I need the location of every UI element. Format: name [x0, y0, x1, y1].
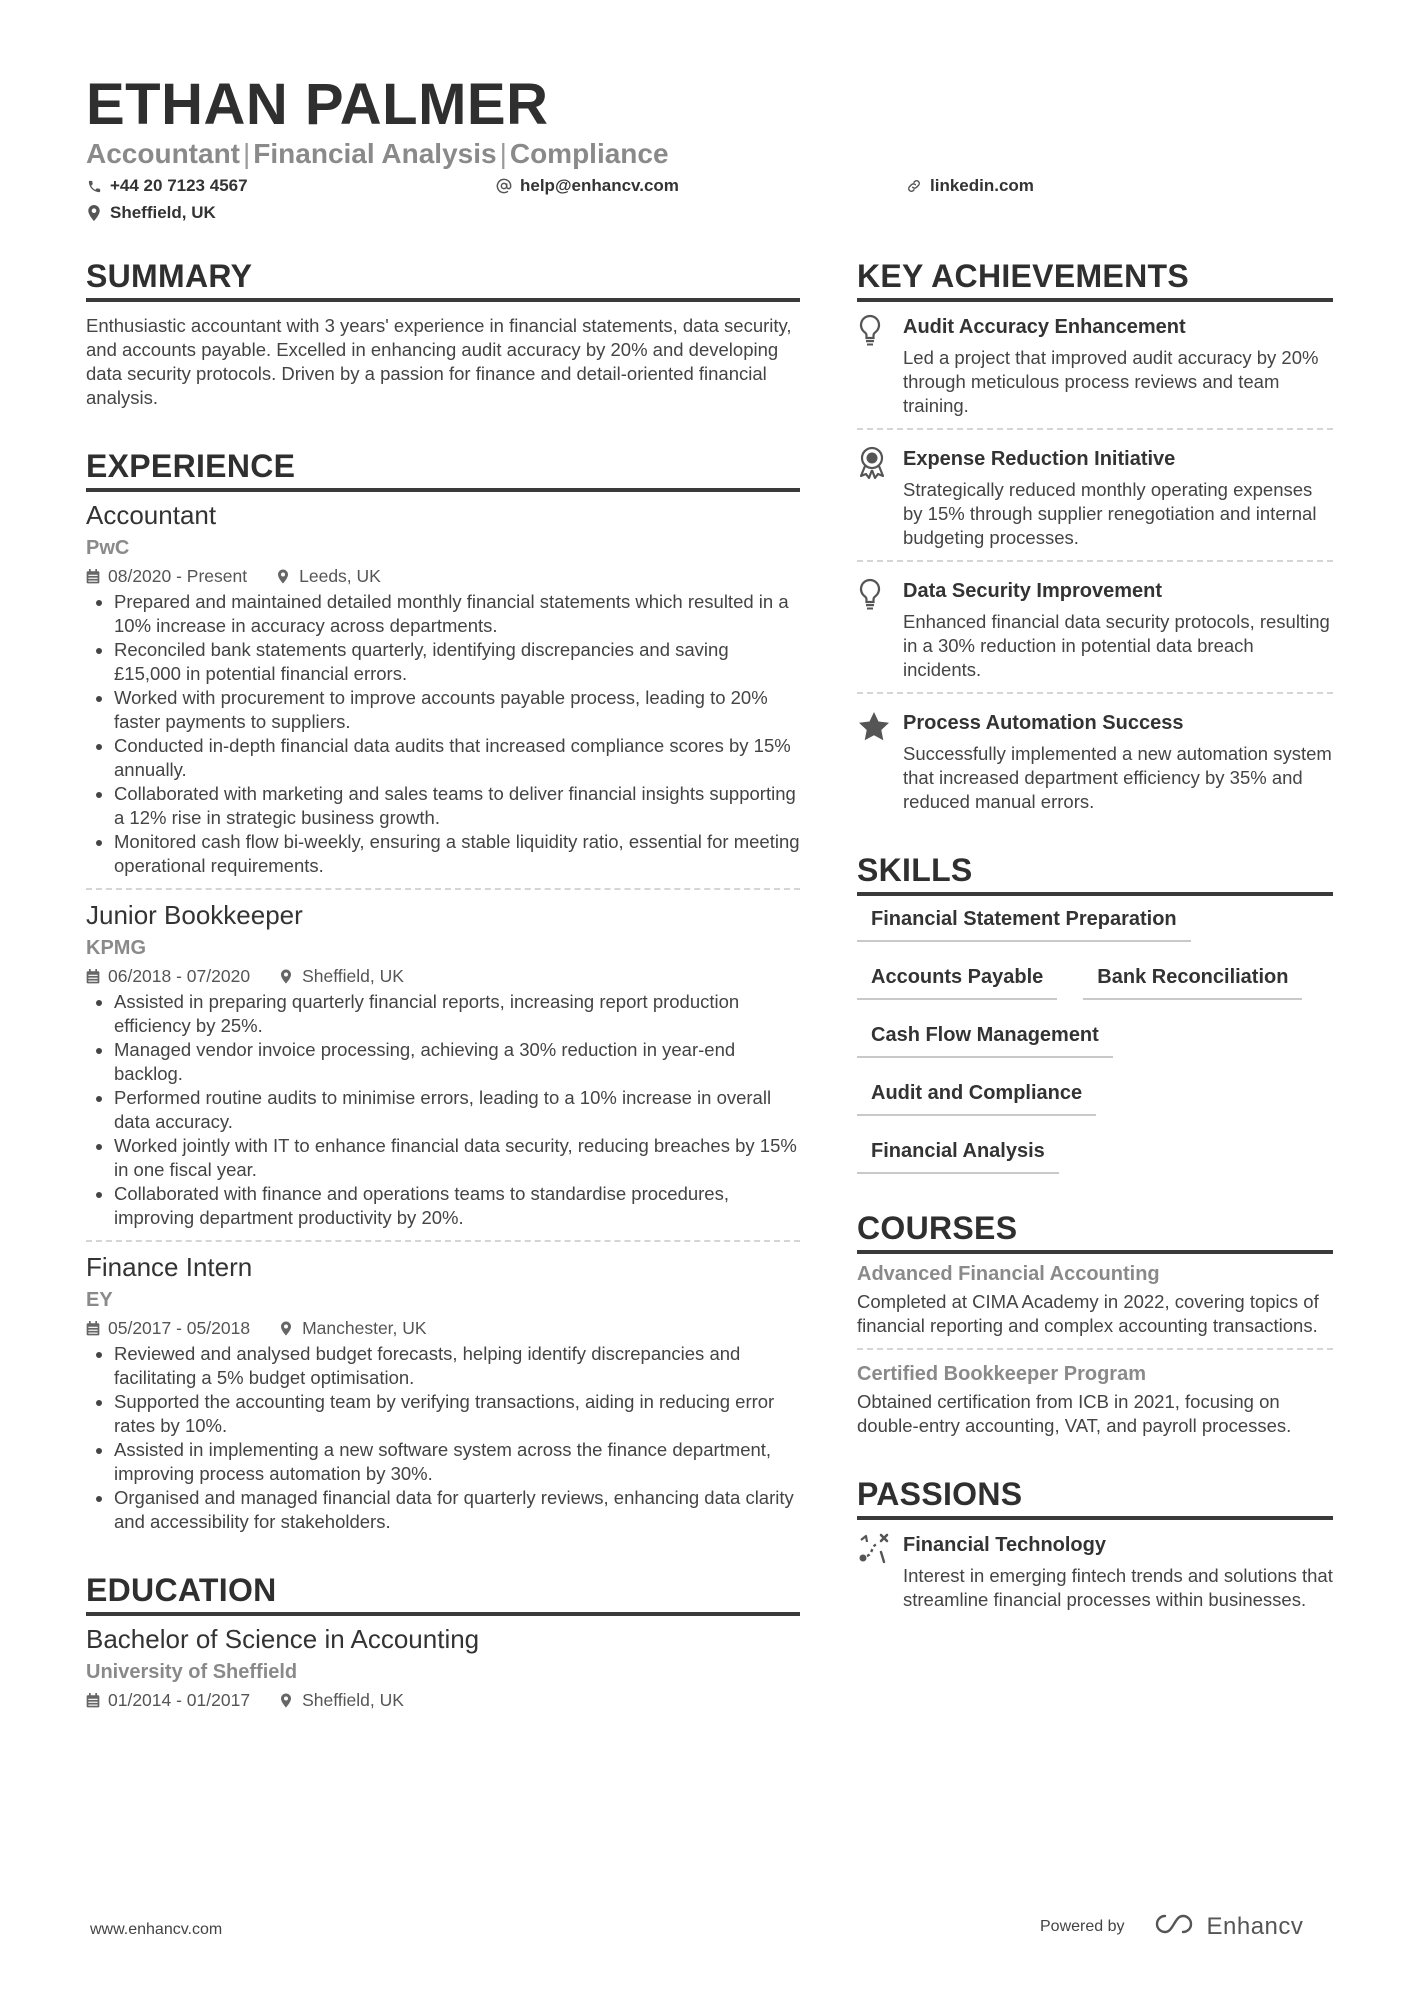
- section-rule: [86, 298, 800, 302]
- phone-text: +44 20 7123 4567: [110, 176, 248, 195]
- job-entry: [86, 1250, 800, 1534]
- footer-branding[interactable]: [1040, 1912, 1303, 1941]
- powered-by-label: Powered by: [1040, 1917, 1125, 1935]
- job-title: Accountant: [86, 500, 217, 530]
- company-name: KPMG: [86, 937, 146, 959]
- job-dates: 05/2017 - 05/2018: [108, 1318, 251, 1338]
- skills-list: [857, 906, 1333, 1196]
- achievement-text: Led a project that improved audit accuracy by 20% through meticulous process reviews and team training.: [903, 347, 1319, 416]
- contact-phone[interactable]: [86, 175, 248, 197]
- section-heading: SUMMARY: [86, 258, 253, 294]
- job-title: Finance Intern: [86, 1252, 253, 1282]
- entry-divider: [857, 1348, 1333, 1350]
- bullet-item: Assisted in implementing a new software system across the finance department, improving process automation by 30%.: [86, 1438, 800, 1486]
- candidate-title: [86, 136, 669, 172]
- entry-divider: [857, 428, 1333, 430]
- school-name: University of Sheffield: [86, 1661, 298, 1683]
- entry-divider: [857, 692, 1333, 694]
- title-separator: |: [243, 138, 251, 169]
- job-dates: 06/2018 - 07/2020: [108, 966, 251, 986]
- location-pin-icon: [86, 205, 102, 221]
- bullet-item: Assisted in preparing quarterly financial reports, increasing report production efficiency by 25%.: [86, 990, 800, 1038]
- job-location: Sheffield, UK: [302, 966, 404, 986]
- job-dates: 08/2020 - Present: [108, 566, 248, 586]
- degree-title: Bachelor of Science in Accounting: [86, 1624, 480, 1654]
- summary-section: [86, 256, 800, 410]
- section-rule: [857, 1250, 1333, 1254]
- location-pin-icon: [280, 968, 294, 984]
- section-rule: [857, 1516, 1333, 1520]
- section-heading: SKILLS: [857, 852, 973, 888]
- course-title: Advanced Financial Accounting: [857, 1263, 1160, 1285]
- achievement-title: Audit Accuracy Enhancement: [903, 316, 1186, 338]
- passions-section: [857, 1474, 1333, 1612]
- skill-tag: Cash Flow Management: [857, 1022, 1113, 1058]
- bullet-item: Performed routine audits to minimise errors, leading to a 10% increase in overall data accuracy.: [86, 1086, 800, 1134]
- lightbulb-icon: [857, 312, 903, 418]
- brand-name: Enhancv: [1206, 1912, 1304, 1940]
- bullet-item: Managed vendor invoice processing, achieving a 30% reduction in year-end backlog.: [86, 1038, 800, 1086]
- entry-divider: [857, 560, 1333, 562]
- location-pin-icon: [280, 1692, 294, 1708]
- course-text: Obtained certification from ICB in 2021, focusing on double-entry accounting, VAT, and payroll processes.: [857, 1391, 1292, 1436]
- title-part: Accountant: [86, 138, 240, 169]
- linkedin-text: linkedin.com: [930, 176, 1034, 195]
- achievement-text: Strategically reduced monthly operating expenses by 15% through supplier renegotiation and internal budgeting processes.: [903, 479, 1317, 548]
- lightbulb-icon: [857, 576, 903, 682]
- job-meta: [86, 564, 800, 588]
- courses-section: [857, 1208, 1333, 1438]
- job-bullets: [86, 1342, 800, 1534]
- bullet-item: Reviewed and analysed budget forecasts, helping identify discrepancies and facilitating a 5% budget optimisation.: [86, 1342, 800, 1390]
- right-column: [857, 256, 1333, 1612]
- bullet-item: Reconciled bank statements quarterly, identifying discrepancies and saving £15,000 in potential financial errors.: [86, 638, 800, 686]
- course-item: [857, 1260, 1333, 1338]
- experience-section: [86, 446, 800, 1534]
- skill-tag: Audit and Compliance: [857, 1080, 1096, 1116]
- email-text: help@enhancv.com: [520, 176, 679, 195]
- bullet-item: Monitored cash flow bi-weekly, ensuring a stable liquidity ratio, essential for meeting operational requirements.: [86, 830, 800, 878]
- achievement-title: Process Automation Success: [903, 712, 1184, 734]
- section-heading: EXPERIENCE: [86, 448, 296, 484]
- passion-text: Interest in emerging fintech trends and solutions that streamline financial processes within businesses.: [903, 1565, 1333, 1610]
- section-heading: PASSIONS: [857, 1476, 1023, 1512]
- bullet-item: Organised and managed financial data for quarterly reviews, enhancing data clarity and accessibility for stakeholders.: [86, 1486, 800, 1534]
- location-pin-icon: [277, 568, 291, 584]
- bullet-item: Collaborated with marketing and sales teams to deliver financial insights supporting a 12% rise in strategic business growth.: [86, 782, 800, 830]
- job-title: Junior Bookkeeper: [86, 900, 303, 930]
- section-rule: [857, 892, 1333, 896]
- route-icon: [857, 1530, 903, 1612]
- skill-tag: Financial Analysis: [857, 1138, 1059, 1174]
- passion-title: Financial Technology: [903, 1534, 1106, 1556]
- link-icon: [906, 178, 922, 194]
- bullet-item: Supported the accounting team by verifying transactions, aiding in reducing error rates by 10%.: [86, 1390, 800, 1438]
- job-entry: [86, 498, 800, 878]
- calendar-icon: [86, 568, 100, 584]
- section-heading: COURSES: [857, 1210, 1018, 1246]
- enhancv-logo-icon: [1151, 1912, 1197, 1941]
- candidate-name: ETHAN PALMER: [86, 72, 549, 137]
- calendar-icon: [86, 968, 100, 984]
- skill-tag: Bank Reconciliation: [1083, 964, 1302, 1000]
- company-name: EY: [86, 1289, 113, 1311]
- summary-text: Enthusiastic accountant with 3 years' experience in financial statements, data security, and accounts payable. Excelled in enhancing audit accuracy by 20% and developing data security protocols. Driven by a passion for finance and detail-oriented financial analysis.: [86, 315, 792, 408]
- job-bullets: [86, 990, 800, 1230]
- entry-divider: [86, 888, 800, 890]
- course-title: Certified Bookkeeper Program: [857, 1363, 1146, 1385]
- achievement-item: [857, 440, 1333, 550]
- skill-tag: Financial Statement Preparation: [857, 906, 1191, 942]
- title-part: Compliance: [509, 138, 669, 169]
- location-text: Sheffield, UK: [110, 203, 216, 222]
- job-entry: [86, 898, 800, 1230]
- phone-icon: [86, 178, 102, 194]
- section-heading: EDUCATION: [86, 1572, 277, 1608]
- at-sign-icon: [496, 178, 512, 194]
- job-meta: [86, 964, 800, 988]
- achievement-text: Enhanced financial data security protocols, resulting in a 30% reduction in potential data breach incidents.: [903, 611, 1330, 680]
- contact-location: [86, 202, 216, 224]
- section-rule: [86, 488, 800, 492]
- bullet-item: Worked jointly with IT to enhance financial data security, reducing breaches by 15% in one fiscal year.: [86, 1134, 800, 1182]
- location-pin-icon: [280, 1320, 294, 1336]
- job-location: Leeds, UK: [299, 566, 381, 586]
- course-item: [857, 1360, 1333, 1438]
- course-text: Completed at CIMA Academy in 2022, covering topics of financial reporting and complex accounting transactions.: [857, 1291, 1319, 1336]
- job-bullets: [86, 590, 800, 878]
- passion-item: [857, 1526, 1333, 1612]
- bullet-item: Conducted in-depth financial data audits that increased compliance scores by 15% annually.: [86, 734, 800, 782]
- contact-email[interactable]: [496, 175, 679, 197]
- job-meta: [86, 1316, 800, 1340]
- bullet-item: Prepared and maintained detailed monthly financial statements which resulted in a 10% increase in accuracy across departments.: [86, 590, 800, 638]
- section-rule: [857, 298, 1333, 302]
- title-part: Financial Analysis: [253, 138, 497, 169]
- left-column: [86, 256, 800, 1712]
- bullet-item: Worked with procurement to improve accounts payable process, leading to 20% faster payments to suppliers.: [86, 686, 800, 734]
- job-location: Manchester, UK: [302, 1318, 427, 1338]
- achievement-title: Expense Reduction Initiative: [903, 448, 1176, 470]
- education-section: [86, 1570, 800, 1712]
- achievement-item: [857, 572, 1333, 682]
- title-separator: |: [499, 138, 507, 169]
- achievement-item: [857, 704, 1333, 814]
- contact-linkedin[interactable]: [906, 175, 1034, 197]
- achievement-title: Data Security Improvement: [903, 580, 1162, 602]
- skills-section: [857, 850, 1333, 1196]
- footer-website[interactable]: www.enhancv.com: [90, 1921, 223, 1938]
- star-icon: [857, 708, 903, 814]
- award-ribbon-icon: [857, 444, 903, 550]
- skill-tag: Accounts Payable: [857, 964, 1057, 1000]
- achievement-item: [857, 308, 1333, 418]
- section-rule: [86, 1612, 800, 1616]
- section-heading: KEY ACHIEVEMENTS: [857, 258, 1189, 294]
- bullet-item: Collaborated with finance and operations teams to standardise procedures, improving department productivity by 20%.: [86, 1182, 800, 1230]
- achievements-section: [857, 256, 1333, 814]
- calendar-icon: [86, 1692, 100, 1708]
- entry-divider: [86, 1240, 800, 1242]
- company-name: PwC: [86, 537, 130, 559]
- education-location: Sheffield, UK: [302, 1690, 404, 1710]
- education-dates: 01/2014 - 01/2017: [108, 1690, 251, 1710]
- calendar-icon: [86, 1320, 100, 1336]
- achievement-text: Successfully implemented a new automation system that increased department efficiency by 35% and reduced manual errors.: [903, 743, 1332, 812]
- education-meta: [86, 1688, 800, 1712]
